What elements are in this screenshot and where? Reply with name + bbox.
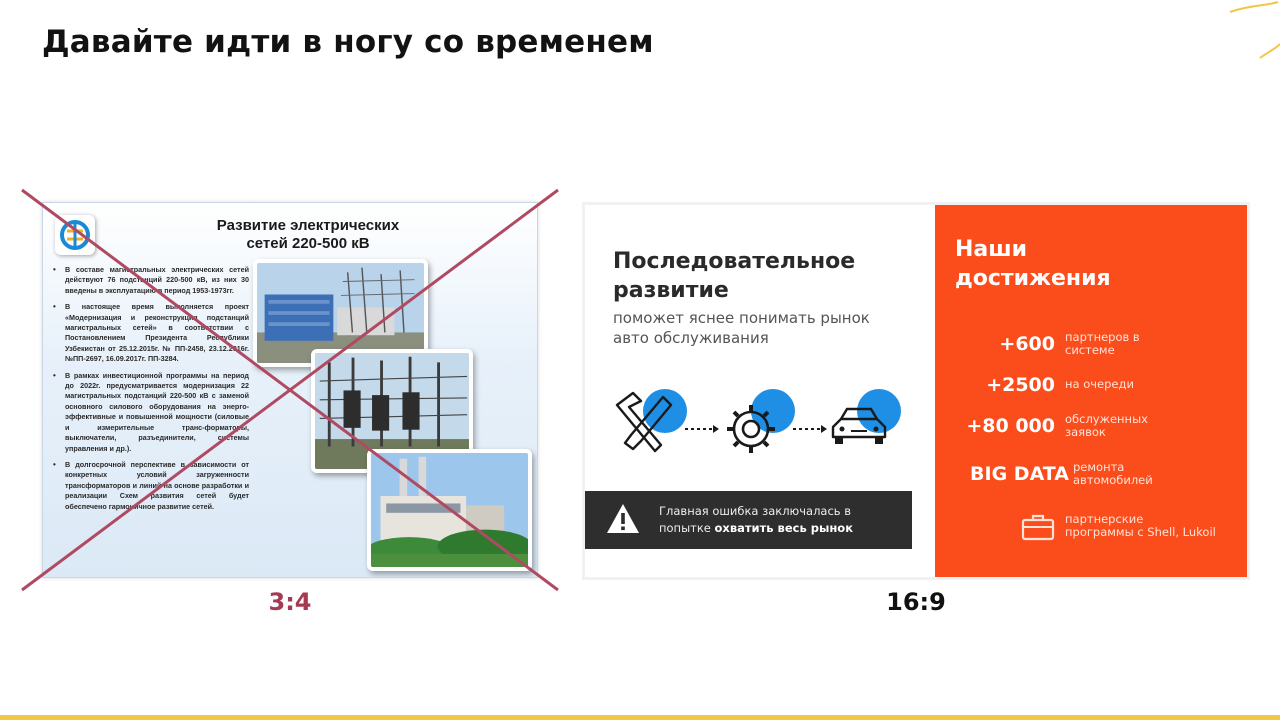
process-steps (611, 385, 911, 465)
bullet-item: • В рамках инвестиционной программы на период до 2022г. предусматривается модернизация 22 магистральных подстанций 220-500 кВ с заменой основного силового оборудования на энерго-эффективные и повышенной мощности (силовые и измерительные транс-форматоры, выключатели, разъединители, системы управления и др.). (51, 371, 249, 454)
stat-partners: +600 партнеров в системе (999, 330, 1140, 357)
tools-icon (617, 389, 687, 451)
development-title: Последовательное развитие (613, 249, 856, 303)
achievements-panel (935, 205, 1247, 577)
cross-out-mark (20, 188, 560, 592)
corner-decoration (1220, 0, 1280, 80)
stat-requests: +80 000 обслуженных заявок (966, 412, 1148, 439)
ratio-label-old: 3:4 (268, 588, 312, 616)
new-slide-left-panel (585, 205, 935, 577)
page-title: Давайте идти в ногу со временем (42, 24, 654, 60)
stat-queue: +2500 на очереди (986, 374, 1134, 396)
briefcase-icon (1021, 513, 1055, 541)
warning-callout (585, 491, 912, 549)
old-slide-title: Развитие электрических сетей 220-500 кВ (216, 217, 400, 252)
bullet-item: • В долгосрочной перспективе в зависимости от конкретных условий загруженности трансформаторов и линий на основе разработки и реализации Схем развития сетей будет обеспечено гармоничное развитие сетей. (51, 460, 249, 512)
ratio-label-new: 16:9 (886, 588, 946, 616)
bullet-item: • В настоящее время выполняется проект «Модернизация и реконструкция подстанций магистральных сетей» в соответствии с Постановлением Президента Республики Узбекистан от 25.12.2015г. № ПП-2458, 23.12.2016г. №ПП-2697, 16.09.2017г. ПП-3284. (51, 302, 249, 364)
bottom-accent-line (0, 715, 1280, 720)
new-slide-example (582, 202, 1250, 580)
gear-icon (727, 389, 795, 453)
car-icon (833, 389, 901, 444)
stat-big-data: BIG DATA ремонта автомобилей (970, 460, 1153, 487)
partner-programs: партнерские программы с Shell, Lukoil (1021, 511, 1241, 545)
achievements-title: Наши достижения (955, 237, 1111, 291)
warning-text: Главная ошибка заключалась в попытке охватить весь рынок (659, 504, 854, 535)
warning-icon (605, 501, 641, 537)
development-subtitle: поможет яснее понимать рынок авто обслуживания (613, 309, 870, 347)
bullet-item: • В составе магистральных электрических сетей действуют 76 подстанций 220-500 кВ, из них 30 введены в эксплуатацию в период 1953-1973гг. (51, 265, 249, 296)
